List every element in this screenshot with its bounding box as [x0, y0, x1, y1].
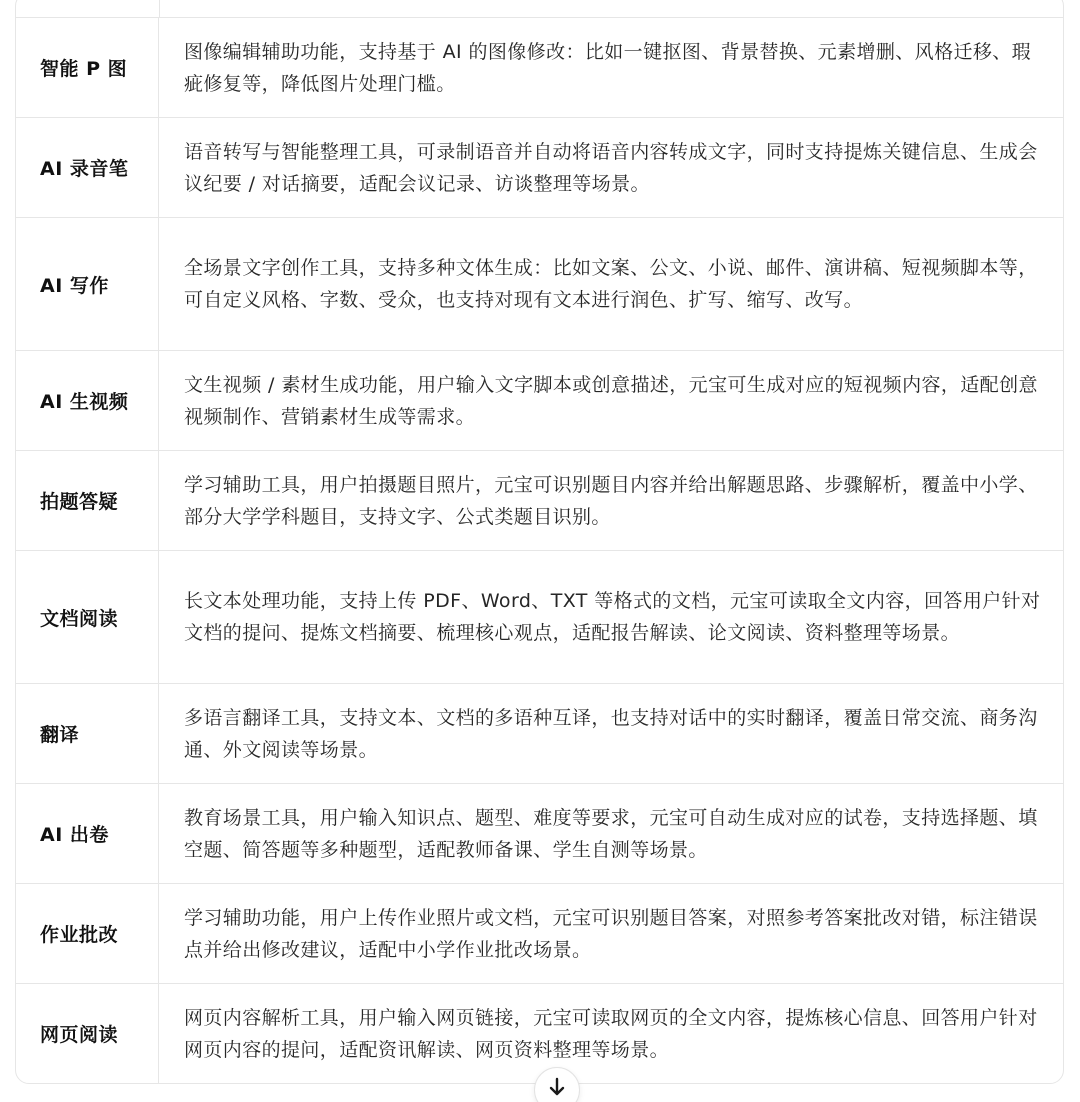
feature-table [15, 0, 1064, 1084]
table-row [16, 451, 1063, 551]
table-row [16, 18, 1063, 118]
arrow-down-icon [548, 1077, 566, 1102]
feature-name: 网页阅读 [16, 984, 159, 1083]
feature-description: 长文本处理功能，支持上传 PDF、Word、TXT 等格式的文档，元宝可读取全文内容，回答用户针对文档的提问、提炼文档摘要、梳理核心观点，适配报告解读、论文阅读、资料整理等场景。 [184, 590, 1041, 644]
feature-name: AI 写作 [16, 218, 159, 350]
feature-name: 翻译 [16, 684, 159, 783]
feature-name: AI 出卷 [16, 784, 159, 883]
table-row [16, 218, 1063, 351]
table-row [16, 684, 1063, 784]
table-top-row-partial [16, 0, 1063, 18]
feature-description: 学习辅助工具，用户拍摄题目照片，元宝可识别题目内容并给出解题思路、步骤解析，覆盖中小学、部分大学学科题目，支持文字、公式类题目识别。 [184, 473, 1038, 528]
feature-description: 语音转写与智能整理工具，可录制语音并自动将语音内容转成文字，同时支持提炼关键信息、生成会议纪要 / 对话摘要，适配会议记录、访谈整理等场景。 [184, 140, 1038, 195]
feature-description: 全场景文字创作工具，支持多种文体生成：比如文案、公文、小说、邮件、演讲稿、短视频脚本等，可自定义风格、字数、受众，也支持对现有文本进行润色、扩写、缩写、改写。 [184, 257, 1038, 311]
feature-name: AI 生视频 [16, 351, 159, 450]
feature-description: 文生视频 / 素材生成功能，用户输入文字脚本或创意描述，元宝可生成对应的短视频内容，适配创意视频制作、营销素材生成等需求。 [184, 373, 1038, 428]
feature-description: 多语言翻译工具，支持文本、文档的多语种互译，也支持对话中的实时翻译，覆盖日常交流、商务沟通、外文阅读等场景。 [184, 706, 1038, 761]
feature-name: 文档阅读 [16, 551, 159, 683]
table-row [16, 984, 1063, 1083]
table-row [16, 784, 1063, 884]
feature-name: 拍题答疑 [16, 451, 159, 550]
table-row [16, 884, 1063, 984]
feature-description: 图像编辑辅助功能，支持基于 AI 的图像修改：比如一键抠图、背景替换、元素增删、风格迁移、瑕疵修复等，降低图片处理门槛。 [184, 40, 1032, 95]
table-row [16, 551, 1063, 684]
feature-name: AI 录音笔 [16, 118, 159, 217]
feature-description: 网页内容解析工具，用户输入网页链接，元宝可读取网页的全文内容，提炼核心信息、回答用户针对网页内容的提问，适配资讯解读、网页资料整理等场景。 [184, 1006, 1038, 1061]
feature-description: 学习辅助功能，用户上传作业照片或文档，元宝可识别题目答案，对照参考答案批改对错，标注错误点并给出修改建议，适配中小学作业批改场景。 [184, 906, 1038, 961]
feature-name: 作业批改 [16, 884, 159, 983]
table-row [16, 118, 1063, 218]
table-row [16, 351, 1063, 451]
feature-name: 智能 P 图 [16, 18, 159, 117]
feature-description: 教育场景工具，用户输入知识点、题型、难度等要求，元宝可自动生成对应的试卷，支持选择题、填空题、简答题等多种题型，适配教师备课、学生自测等场景。 [184, 806, 1038, 861]
